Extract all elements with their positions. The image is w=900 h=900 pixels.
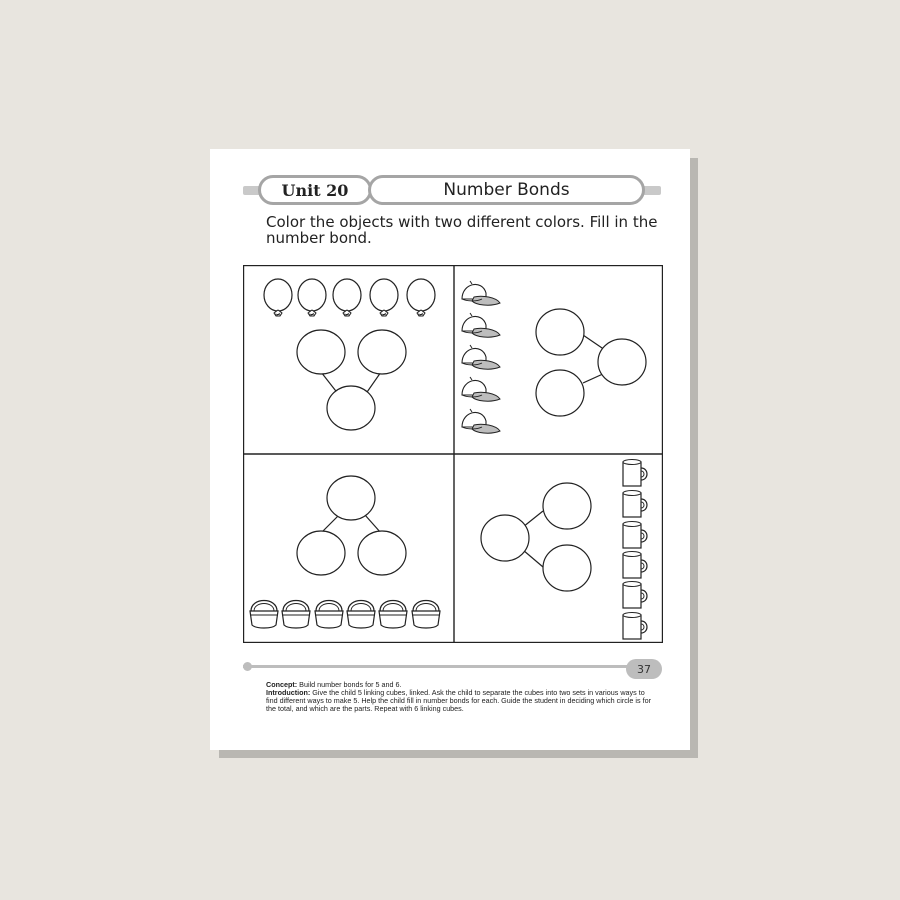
balloon-icon[interactable] [333,279,361,316]
mug-icon[interactable] [623,613,647,640]
page-title: Number Bonds [368,175,645,205]
cap-icon[interactable] [462,377,500,401]
exercise-grid [243,265,663,643]
panel-baskets [250,476,440,628]
bond-part-circle[interactable] [536,370,584,416]
balloon-icon[interactable] [407,279,435,316]
introduction-label: Introduction: [266,688,311,697]
balloon-icon[interactable] [264,279,292,316]
balloon-icon[interactable] [370,279,398,316]
teacher-notes [266,681,658,713]
cap-icon[interactable] [462,345,500,369]
basket-icon[interactable] [379,601,407,629]
basket-icon[interactable] [315,601,343,629]
basket-icon[interactable] [412,601,440,629]
bond-part-circle[interactable] [543,483,591,529]
page-number: 37 [626,659,662,679]
bond-part-circle[interactable] [358,531,406,575]
bond-whole-circle[interactable] [327,386,375,430]
concept-label: Concept: [266,680,298,689]
introduction-text: Give the child 5 linking cubes, linked. Ask the child to separate the cubes into two sets in various ways to find different ways to make 5. Help the child fill in number bonds for each. Guide the student in deciding which circle is for the total, and which are the parts. Repeat with 6 linking cubes. [266,688,652,713]
mug-icon[interactable] [623,460,647,487]
bond-part-circle[interactable] [297,531,345,575]
instructions: Color the objects with two different colors. Fill in the number bond. [266,213,658,247]
cap-icon[interactable] [462,313,500,337]
basket-icon[interactable] [250,601,278,629]
footer-rule [243,665,633,668]
mug-icon[interactable] [623,491,647,518]
concept-text: Build number bonds for 5 and 6. [297,680,402,689]
bond-part-circle[interactable] [536,309,584,355]
bond-whole-circle[interactable] [481,515,529,561]
basket-icon[interactable] [282,601,310,629]
panel-mugs [481,460,647,640]
panel-caps [462,281,646,433]
bond-part-circle[interactable] [543,545,591,591]
cap-icon[interactable] [462,409,500,433]
panel-balloons [264,279,435,430]
bond-whole-circle[interactable] [327,476,375,520]
bond-part-circle[interactable] [358,330,406,374]
balloon-icon[interactable] [298,279,326,316]
mug-icon[interactable] [623,522,647,549]
unit-label: Unit 20 [258,175,372,205]
bond-part-circle[interactable] [297,330,345,374]
mug-icon[interactable] [623,552,647,579]
introduction-note [266,689,658,713]
cap-icon[interactable] [462,281,500,305]
mug-icon[interactable] [623,582,647,609]
basket-icon[interactable] [347,601,375,629]
bond-whole-circle[interactable] [598,339,646,385]
